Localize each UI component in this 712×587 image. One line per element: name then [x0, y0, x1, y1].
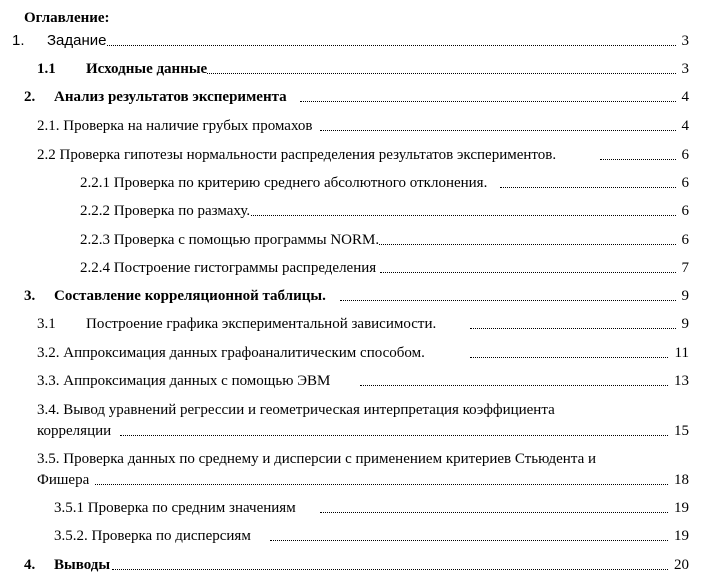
toc-leader-dots — [600, 159, 676, 160]
toc-entry-label: 2.2.2 Проверка по размаху. — [80, 203, 251, 219]
toc-entry-1[interactable] — [0, 32, 712, 50]
toc-entry-3-1[interactable] — [0, 315, 712, 333]
toc-leader-dots — [470, 357, 668, 358]
toc-leader-dots — [230, 215, 676, 216]
toc-leader-dots — [200, 73, 676, 74]
toc-entry-3-5[interactable] — [0, 450, 712, 490]
toc-entry-3-2[interactable] — [0, 344, 712, 362]
toc-entry-number: 4. — [24, 557, 36, 573]
toc-entry-page: 13 — [674, 373, 689, 389]
toc-entry-page: 4 — [681, 89, 689, 105]
toc-entry-label: Построение графика экспериментальной зависимости. — [86, 316, 437, 332]
toc-leader-dots — [370, 244, 676, 245]
toc-entry-1-1[interactable] — [0, 60, 712, 78]
toc-entry-page: 9 — [681, 316, 689, 332]
toc-entry-label: 3.4. Вывод уравнений регрессии и геометрическая интерпретация коэффициента — [37, 402, 555, 418]
toc-entry-label-continued: Фишера — [37, 472, 90, 488]
toc-leader-dots — [270, 540, 668, 541]
toc-entry-2-2-3[interactable] — [0, 231, 712, 249]
toc-entry-label: Задание — [47, 32, 107, 49]
toc-entry-page: 15 — [674, 423, 689, 439]
toc-entry-3-3[interactable] — [0, 372, 712, 390]
toc-entry-page: 19 — [674, 528, 689, 544]
toc-leader-dots — [340, 300, 676, 301]
toc-entry-label: 2.2.1 Проверка по критерию среднего абсолютного отклонения. — [80, 175, 488, 191]
toc-leader-dots — [320, 130, 676, 131]
toc-entry-page: 9 — [681, 288, 689, 304]
toc-entry-page: 6 — [681, 232, 689, 248]
toc-entry-label: 3.5.2. Проверка по дисперсиям — [54, 528, 251, 544]
toc-entry-label: 3.2. Аппроксимация данных графоаналитическим способом. — [37, 345, 425, 361]
toc-entry-label-continued: корреляции — [37, 423, 112, 439]
toc-entry-page: 4 — [681, 118, 689, 134]
toc-entry-label: Исходные данные — [86, 61, 208, 77]
toc-entry-label: Составление корреляционной таблицы. — [54, 288, 326, 304]
toc-entry-page: 6 — [681, 175, 689, 191]
toc-entry-label: 3.5.1 Проверка по средним значениям — [54, 500, 296, 516]
toc-entry-page: 6 — [681, 147, 689, 163]
toc-entry-page: 3 — [681, 33, 689, 49]
toc-entry-label: 2.2.4 Построение гистограммы распределения — [80, 260, 377, 276]
toc-entry-2-2-1[interactable] — [0, 174, 712, 192]
toc-entry-page: 7 — [681, 260, 689, 276]
toc-entry-label: 3.3. Аппроксимация данных с помощью ЭВМ — [37, 373, 331, 389]
toc-entry-2-1[interactable] — [0, 117, 712, 135]
toc-entry-4[interactable] — [0, 556, 712, 574]
toc-leader-dots — [470, 328, 676, 329]
toc-entry-2-2-4[interactable] — [0, 259, 712, 277]
toc-entry-number: 1. — [12, 32, 25, 49]
toc-entry-3-5-1[interactable] — [0, 499, 712, 517]
toc-entry-page: 11 — [674, 345, 689, 361]
toc-entry-number: 3. — [24, 288, 36, 304]
toc-entry-page: 3 — [681, 61, 689, 77]
toc-leader-dots — [120, 435, 668, 436]
toc-entry-number: 3.1 — [37, 316, 56, 332]
toc-entry-page: 19 — [674, 500, 689, 516]
toc-leader-dots — [360, 385, 668, 386]
toc-entry-label: Анализ результатов эксперимента — [54, 89, 287, 105]
toc-entry-number: 1.1 — [37, 61, 56, 77]
toc-entry-2-2-2[interactable] — [0, 202, 712, 220]
toc-leader-dots — [380, 272, 676, 273]
toc-entry-3[interactable] — [0, 287, 712, 305]
toc-leader-dots — [320, 512, 668, 513]
toc-entry-label: Выводы — [54, 557, 111, 573]
toc-leader-dots — [112, 569, 668, 570]
toc-leader-dots — [95, 484, 668, 485]
toc-entry-label: 3.5. Проверка данных по среднему и дисперсии с применением критериев Стьюдента и — [37, 451, 597, 467]
toc-title: Оглавление: — [24, 10, 110, 26]
toc-leader-dots — [300, 101, 676, 102]
toc-entry-2[interactable] — [0, 88, 712, 106]
toc-entry-3-4[interactable] — [0, 401, 712, 441]
toc-entry-page: 20 — [674, 557, 689, 573]
toc-entry-label: 2.2.3 Проверка с помощью программы NORM. — [80, 232, 380, 248]
toc-entry-page: 18 — [674, 472, 689, 488]
toc-entry-label: 2.2 Проверка гипотезы нормальности распределения результатов экспериментов. — [37, 147, 557, 163]
toc-leader-dots — [100, 45, 676, 46]
toc-leader-dots — [500, 187, 676, 188]
toc-entry-label: 2.1. Проверка на наличие грубых промахов — [37, 118, 313, 134]
toc-entry-2-2[interactable] — [0, 146, 712, 164]
toc-entry-page: 6 — [681, 203, 689, 219]
toc-entry-number: 2. — [24, 89, 36, 105]
toc-entry-3-5-2[interactable] — [0, 527, 712, 545]
